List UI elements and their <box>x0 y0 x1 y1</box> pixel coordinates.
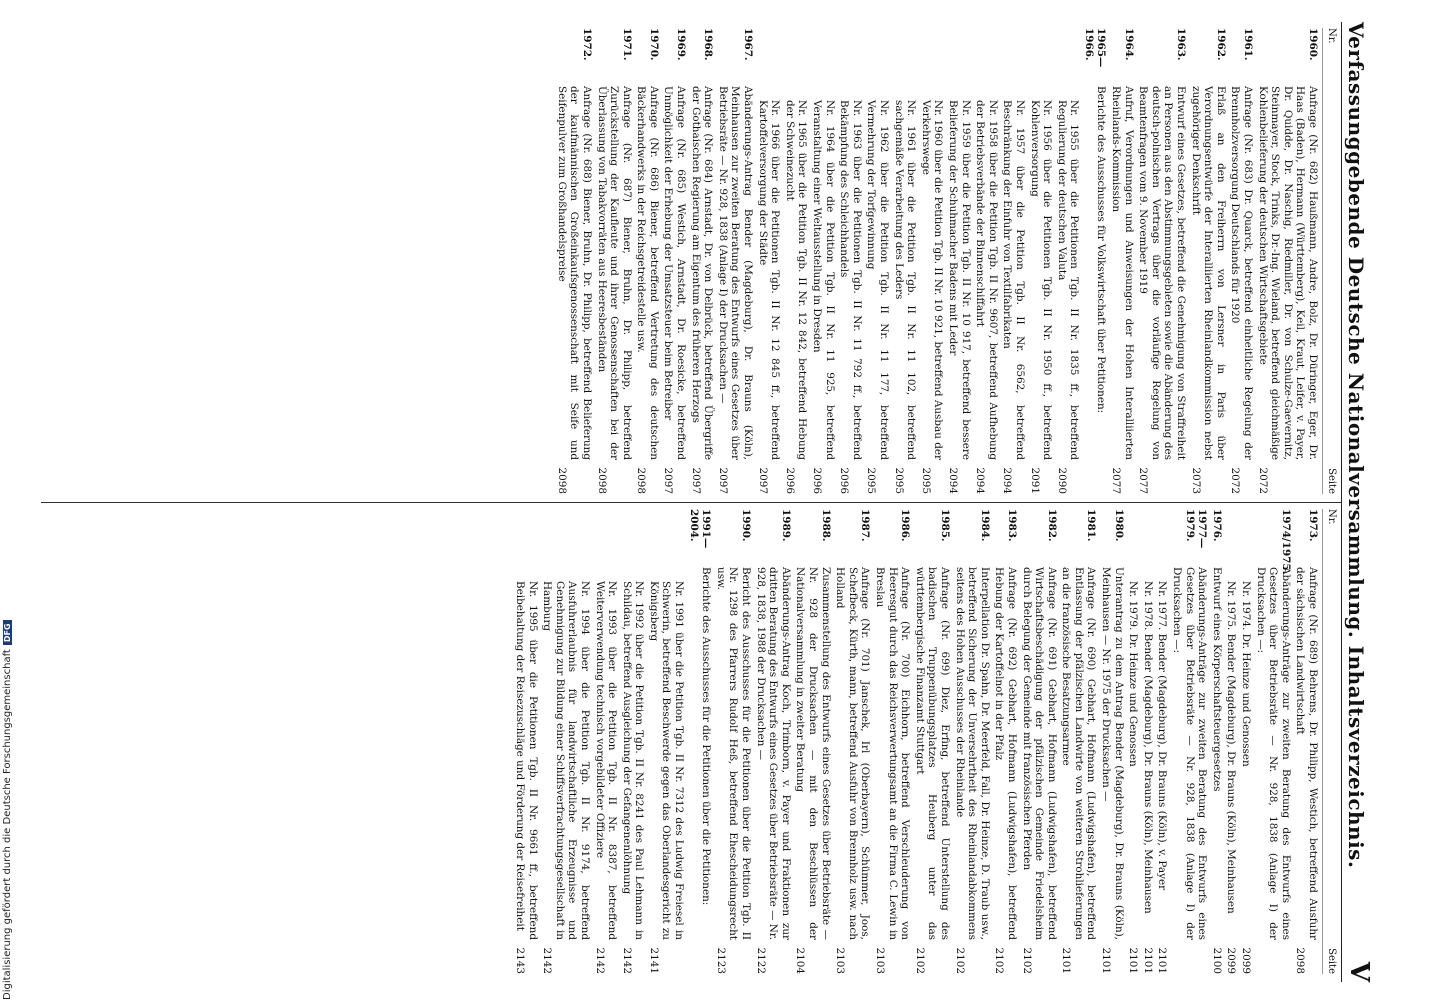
toc-entry <box>647 509 685 974</box>
entry-page: 2098 <box>555 467 568 494</box>
entry-number <box>593 523 618 581</box>
entry-page: 2102 <box>913 947 926 974</box>
entry-page: 2077 <box>1137 467 1150 494</box>
toc-entry <box>1210 509 1223 974</box>
column-header <box>1322 509 1337 974</box>
entry-text: Anfrage (Nr. 689) Behrens, Dr. Philipp, Westich, betreffend Ausfuhr der sächsischen Landwirtschaft <box>1294 567 1319 940</box>
entry-text: Anfrage (Nr. 688) Biener, Bruhn, Dr. Philipp, betreffend Belieferung der kaufmännischen Großeinkaufsgenossenschaft mit Seife und Seifenpulver zum Großhandelspreise <box>555 86 593 460</box>
entry-text: Anfrage (Nr. 684) Arnstadt, Dr. von Delbrück, betreffend Übergriffe der Gothaischen Regierung am Eigentum des früheren Herzogs <box>689 86 715 460</box>
entry-number: 1986. <box>899 509 912 542</box>
entry-text: Nr. 1957 über die Petition Tgb. II Nr. 6562, betreffend Beschränkung der Einfuhr von Textilfabrikaten <box>1001 100 1026 460</box>
entry-page: 2101 <box>1127 947 1140 974</box>
entry-number <box>838 42 863 100</box>
entry-number: 1963. <box>1175 28 1188 61</box>
entry-number <box>810 42 835 100</box>
toc-entry <box>716 28 754 494</box>
entry-text: Nr. 1994 über die Petition Tgb. II Nr. 9174, betreffend Ausfuhrerlaubnis für landwirtschaftliche Erzeugnisse und Genehmigung zur Bildung einer Schiffsverfrachtungsgesellschaft in Hamburg <box>541 581 591 940</box>
entry-number: 1976. <box>1210 509 1223 542</box>
entry-text: Anfrage (Nr. 685) Westich, Arnstadt, Dr. Roesicke, betreffend Unmöglichkeit der Erhebung der Umsatzsteuer beim Betreiber <box>662 86 688 460</box>
toc-entry <box>783 28 808 494</box>
toc-entry <box>1254 509 1292 974</box>
entry-text: Abänderungs-Antrag Bender (Magdeburg), Dr. Brauns (Köln), Meinhausen zur zweiten Beratung des Entwurfs eines Gesetzes über Betriebsräte — Nr. 928, 1838 (Anlage I) der Drucksachen — <box>716 86 755 460</box>
dfg-logo: DFG <box>3 620 12 645</box>
toc-entry <box>1082 28 1107 494</box>
entry-number <box>1001 42 1026 100</box>
entry-page: 2142 <box>620 947 633 974</box>
entry-number: 1971. <box>620 28 633 61</box>
entry-page: 2101 <box>1156 947 1169 974</box>
entry-number: 1965—1966. <box>1082 28 1108 68</box>
entry-text: Anfrage (Nr. 683) Dr. Quarck, betreffend einheitliche Regelung der Brennholzversorgung Deutschlands für 1920 <box>1229 86 1255 460</box>
entry-number: 1988. <box>819 509 832 542</box>
entry-number: 1987. <box>859 509 872 542</box>
toc-entry <box>1189 28 1227 494</box>
entry-page: 2100 <box>1210 947 1223 974</box>
entry-number: 1984. <box>978 509 991 542</box>
entry-number: 1969. <box>675 28 688 61</box>
entry-page: 2097 <box>689 467 702 494</box>
entry-text: Nr. 1955 über die Petitionen Tgb. II Nr. 1835 ff., betreffend Regulierung der deutschen Valuta <box>1055 100 1081 460</box>
entry-page: 2096 <box>838 467 851 494</box>
entry-number <box>1141 523 1154 581</box>
toc-entry <box>1001 28 1026 494</box>
entry-text: Anfrage (Nr. 692) Gebhart, Hofmann (Ludwigshafen), betreffend Hebung der Kartoffelnot in der Pfalz <box>993 567 1018 940</box>
entry-number <box>974 42 999 100</box>
toc-entry <box>1229 28 1254 494</box>
entry-number: 1960. <box>1307 28 1319 61</box>
toc-entry <box>873 509 911 974</box>
entry-number: 1970. <box>647 28 660 61</box>
entry-number <box>1225 523 1238 581</box>
entry-page: 2102 <box>953 947 966 974</box>
entry-page: 2091 <box>1028 467 1041 494</box>
toc-entry <box>993 509 1018 974</box>
toc-entry <box>1127 509 1140 974</box>
entry-page: 2122 <box>754 947 767 974</box>
toc-entry <box>1225 509 1238 974</box>
toc-entry <box>620 509 645 974</box>
columns <box>41 22 1341 982</box>
entry-text: Anfrage (Nr. 686) Biener, betreffend Vertretung des deutschen Bäckerhandwerks in der Reichsgetreidestelle usw. <box>635 86 660 460</box>
entry-text: Nr. 1966 über die Petitionen Tgb. II Nr. 12 845 ff., betreffend Kartoffelversorgung der Städte <box>756 100 782 460</box>
page-title: Verfassunggebende Deutsche Nationalversammlung. Inhaltsverzeichnis. <box>1344 22 1368 869</box>
entry-page: 2090 <box>1055 467 1068 494</box>
entry-text: Nr. 1960 über die Petition Tgb. II Nr. 10 921, betreffend Ausbau der Verkehrswege <box>919 100 945 460</box>
entry-page: 2095 <box>892 467 905 494</box>
entry-page: 2097 <box>756 467 769 494</box>
toc-entry <box>834 509 872 974</box>
entry-number: 1961. <box>1242 28 1255 61</box>
entry-number: 1964. <box>1122 28 1135 61</box>
toc-entry <box>1060 509 1098 974</box>
entry-number: 1991—2004. <box>687 509 713 549</box>
toc-entry <box>892 28 917 494</box>
entry-number: 1981. <box>1085 509 1098 542</box>
entry-number <box>647 523 685 581</box>
entry-number: 1983. <box>1005 509 1018 542</box>
entry-page: 2123 <box>714 947 727 974</box>
entry-text: Nr. 1974. Dr. Heinze und Genossen <box>1240 581 1253 767</box>
toc-entry <box>555 28 593 494</box>
toc-entry <box>1156 509 1169 974</box>
toc-entry <box>513 509 538 974</box>
number-header: Nr. <box>1326 28 1337 44</box>
entry-page: 2101 <box>1141 947 1154 974</box>
number-header: Nr. <box>1326 509 1337 525</box>
entry-number <box>1127 523 1140 581</box>
toc-entry <box>689 28 714 494</box>
entry-page: 2095 <box>865 467 878 494</box>
toc-entry <box>1100 509 1125 974</box>
page-header-label: Seite <box>1326 948 1337 974</box>
toc-entry <box>913 509 951 974</box>
entry-page: 2103 <box>834 947 847 974</box>
entry-text: Abänderungs-Antrag Koch, Trimborn, v. Payer und Fraktionen zur dritten Beratung des Entwurfs eines Gesetzes über Betriebsräte — Nr. 928, 1838, 1988 der Drucksachen — <box>754 567 792 940</box>
entry-number <box>919 42 944 100</box>
entry-page: 2103 <box>874 947 886 974</box>
entry-page: 2098 <box>1294 947 1307 974</box>
page-header <box>1341 22 1388 982</box>
toc-entry <box>1055 28 1080 494</box>
entry-number <box>1028 42 1053 100</box>
toc-entry <box>593 509 618 974</box>
entry-text: Anfrage (Nr. 690) Gebhart, Hofmann (Ludwigshafen), betreffend Entlassung der pfälzischen Landwirte von weiteren Strohlieferungen an die französische Besatzungsarmee <box>1060 567 1098 940</box>
entry-text: Entwurf eines Körperschaftsteuergesetzes <box>1210 567 1223 792</box>
entry-number <box>783 42 808 100</box>
entry-number <box>756 42 781 100</box>
entry-number <box>620 523 645 581</box>
entry-text: Nr. 1958 über die Petition Tgb. II Nr. 9607, betreffend Aufhebung der Betriebsverbände der Binnenschiffahrt <box>974 100 999 460</box>
entry-text: Nr. 1956 über die Petitionen Tgb. II Nr. 1950 ff., betreffend Kohlenversorgung <box>1028 100 1054 460</box>
toc-entry <box>1110 28 1135 494</box>
toc-entry <box>865 28 890 494</box>
entry-page: 2101 <box>1060 947 1073 974</box>
toc-entry <box>1256 28 1319 494</box>
entry-page: 2143 <box>513 947 526 974</box>
entry-text: Nr. 1963 über die Petitionen Tgb. II Nr. 11 792 ff., betreffend Bekämpfung des Schleichhandels <box>838 100 863 460</box>
toc-entry <box>1294 509 1319 974</box>
toc-entry <box>838 28 863 494</box>
toc-entry <box>687 509 712 974</box>
toc-entry <box>635 28 660 494</box>
entry-text: Aufruf, Verordnungen und Anweisungen der Hohen Interalliierten Rheinlands-Kommission <box>1110 86 1135 460</box>
toc-entry <box>756 28 781 494</box>
entry-page: 2095 <box>919 467 932 494</box>
entry-page: 2096 <box>783 467 796 494</box>
entry-page: 2094 <box>946 467 959 494</box>
entry-page: 2098 <box>595 467 608 494</box>
entry-page: 2094 <box>1001 467 1014 494</box>
toc-entry <box>794 509 832 974</box>
entry-number: 1990. <box>740 509 753 542</box>
entry-page: 2072 <box>1256 467 1269 494</box>
entry-text: Nr. 1992 über die Petition Tgb. II Nr. 8241 des Paul Lehmann in Schildau, betreffend Ausgleichung der Gefangenenlöhnung <box>620 581 646 940</box>
entry-page: 2098 <box>635 467 648 494</box>
entry-page: 2094 <box>974 467 987 494</box>
toc-entry <box>810 28 835 494</box>
entry-text: Nr. 1979. Dr. Heinze und Genossen <box>1127 581 1140 767</box>
credit-text: Digitalisierung gefördert durch die Deutsche Forschungsgemeinschaft <box>2 649 13 1000</box>
entry-text: Anfrage (Nr. 687) Biener, Bruhn, Dr. Philipp, betreffend Zurückstellung der Kaufleute und ihrer Genossenschaften bei der Überlassung von Tabakvorräten aus Heeresbeständen <box>595 86 633 460</box>
toc-entry <box>953 509 991 974</box>
entry-number: 1989. <box>779 509 792 542</box>
entry-number: 1968. <box>702 28 715 61</box>
entry-text: Nr. 1993 über die Petition Tgb. II Nr. 8387, betreffend Weiterverwendung technisch vorgebildeter Offiziere <box>593 581 619 940</box>
entry-text: Nr. 1977. Bender (Magdeburg), Dr. Brauns (Köln), v. Payer <box>1156 581 1169 891</box>
toc-entry <box>974 28 999 494</box>
entry-text: Abänderungs-Anträge zur zweiten Beratung des Entwurfs eines Gesetzes über Betriebsräte — Nr. 928, 1838 (Anlage I) der Drucksachen —: <box>1254 567 1292 940</box>
entry-page: 2099 <box>1225 947 1238 974</box>
entry-number: 1977—1979. <box>1183 509 1209 549</box>
entry-text: Nr. 1975. Bender (Magdeburg), Dr. Brauns (Köln), Meinhausen <box>1225 581 1238 914</box>
toc-entry <box>919 28 944 494</box>
left-column <box>41 22 1341 502</box>
entry-page: 2101 <box>1100 947 1113 974</box>
entry-text: Nr. 1965 über die Petition Tgb. II Nr. 12 842, betreffend Hebung der Schweinezucht <box>783 100 809 460</box>
toc-entry <box>714 509 752 974</box>
entry-text: Unterantrag zu dem Antrag Bender (Magdeburg), Dr. Brauns (Köln), Meinhausen — Nr. 1975 der Drucksachen — <box>1100 567 1125 940</box>
entry-page: 2099 <box>1240 947 1253 974</box>
entry-number: 1962. <box>1214 28 1227 61</box>
entry-text: Anfrage (Nr. 682) Haußmann, Andre, Bolz, Dr. Düringer, Eger, Dr. Haas (Baden), Hermann (Württemberg), Keil, Kraut, Leifer, v. Payer, Dr. Quidde, Dr. Naschig, Riedmiller, Dr. von Schulze-Gaevernitz, Steinmayer, Stock, Trinks, Dr.-Ing. Wieland, betreffend gleichmäßige Kohlenbelieferung der deutschen Wirtschaftsgebiete <box>1256 86 1319 460</box>
entry-number <box>1055 42 1080 100</box>
entry-page: 2097 <box>716 467 729 494</box>
entry-number <box>513 523 538 581</box>
entry-page: 2141 <box>647 947 660 974</box>
toc-entry <box>1170 509 1208 974</box>
column-header <box>1322 28 1337 494</box>
entry-text: Zusammenstellung des Entwurfs eines Gesetzes über Betriebsräte — Nr. 928 der Drucksachen — mit den Beschlüssen der Nationalversammlung in zweiter Beratung <box>794 567 832 940</box>
entry-page: 2102 <box>1020 947 1033 974</box>
entry-page: 2104 <box>794 947 807 974</box>
entry-text: Nr. 1995 über die Petitionen Tgb. II Nr. 9661 ff., betreffend Beibehaltung der Reisezuschläge und Förderung der Reisefreiheit <box>513 581 539 940</box>
entry-text: Abänderungs-Anträge zur zweiten Beratung des Entwurfs eines Gesetzes über Betriebsräte — Nr. 928, 1838 (Anlage I) der Drucksachen —: <box>1171 567 1209 940</box>
entry-number <box>541 523 591 581</box>
entry-text: Berichte des Ausschusses für Volkswirtschaft über Petitionen: <box>1095 86 1108 414</box>
entry-page: 2142 <box>541 947 554 974</box>
entry-text: Anfrage (Nr. 699) Diez, Erfing, betreffend Unterstellung des badischen Truppenübungsplatzes Heuberg unter das württembergische Finanzamt Stuttgart <box>913 567 951 940</box>
entry-text: Anfrage (Nr. 691) Gebhart, Hofmann (Ludwigshafen), betreffend Wirtschaftsbeschädigung der pfälzischen Gemeinde Friedelsheim durch Belegung der Gemeinde mit französischen Pferden <box>1020 567 1058 940</box>
entry-page: 2097 <box>662 467 675 494</box>
right-column <box>41 502 1341 982</box>
entry-text: Nr. 1991 über die Petition Tgb. II Nr. 7312 des Ludwig Freiesel in Schwerin, betreffend Beschwerde gegen das Oberlandesgericht zu Königsberg <box>647 581 686 940</box>
toc-entry <box>1028 28 1053 494</box>
toc-entry <box>595 28 633 494</box>
entry-text: Erlaß an den Freiherrn von Lersner in Paris über Verordnungsentwürfe der Interalliierten Rheinlandkommission nebst zugehöriger Denkschrift <box>1189 86 1227 460</box>
toc-entry <box>662 28 687 494</box>
page-header-label: Seite <box>1326 468 1337 494</box>
entry-page: 2073 <box>1189 467 1202 494</box>
entry-text: Bericht des Ausschusses für die Petitionen über die Petition Tgb. II Nr. 1298 des Pfarrers Rudolf Heß, betreffend Ehescheidungsrecht usw. <box>714 567 753 940</box>
entry-number: 1972. <box>580 28 593 61</box>
entry-page: 2102 <box>993 947 1006 974</box>
entry-number <box>1239 523 1252 581</box>
toc-entry <box>1141 509 1154 974</box>
entry-number: 1974/1975. <box>1279 509 1292 575</box>
entry-number <box>1156 523 1169 581</box>
entry-text: Entwurf eines Gesetzes, betreffend die Genehmigung von Straffreiheit an Personen aus den Abstimmungsgebieten sowie die Abänderung des deutsch-polnischen Vertrags über die vorläufige Regelung von Beamtenfragen vom 9. November 1919 <box>1137 86 1188 460</box>
entry-text: Anfrage (Nr. 701) Janschek, Irl (Oberbayern), Schümmer, Joos, Schefbeck, Kürth, mann, betreffend Ausfuhr von Brennholz usw. nach Holland <box>834 567 872 940</box>
entry-number <box>892 42 917 100</box>
entry-number <box>946 42 971 100</box>
entry-page: 2142 <box>593 947 606 974</box>
entry-number: 1985. <box>938 509 951 542</box>
entry-number: 1967. <box>742 28 755 61</box>
toc-entry <box>1137 28 1187 494</box>
toc-entry <box>754 509 792 974</box>
entry-text: Anfrage (Nr. 700) Eichhorn, betreffend Verschleuderung von Heeresgut durch das Reichsverwertungsamt an die Firma C. Lewin in Breslau <box>874 567 912 940</box>
toc-entry <box>541 509 591 974</box>
entry-number: 1980. <box>1112 509 1125 542</box>
entry-text: Nr. 1962 über die Petition Tgb. II Nr. 11 177, betreffend Vermehrung der Torfgewinnung <box>865 100 890 460</box>
entry-text: Interpellation Dr. Spahn, Dr. Meerfeld, Fall, Dr. Heinze, D. Traub usw., betreffend Sicherung der Unversehrtheit des Rheinlandabkommens seitens des Hohen Ausschusses der Rheinlande <box>953 567 991 940</box>
entry-number: 1973. <box>1307 509 1319 542</box>
entry-page: 2072 <box>1229 467 1242 494</box>
toc-entry <box>946 28 971 494</box>
entry-text: Nr. 1961 über die Petition Tgb. II Nr. 11 102, betreffend sachgemäße Verarbeitung des Leders <box>892 100 918 460</box>
entry-text: Nr. 1959 über die Petition Tgb. II Nr. 10 917, betreffend bessere Belieferung der Schuhmacher Badens mit Leder <box>946 100 972 460</box>
entry-text: Berichte des Ausschusses für die Petitionen über die Petitionen: <box>700 567 713 906</box>
entry-number <box>865 42 890 100</box>
entry-text: Nr. 1978. Bender (Magdeburg), Dr. Brauns (Köln), Meinhausen <box>1141 581 1154 914</box>
entry-page: 2077 <box>1110 467 1123 494</box>
entry-number: 1982. <box>1045 509 1058 542</box>
toc-entry <box>1020 509 1058 974</box>
toc-entry <box>1239 509 1252 974</box>
entry-text: Nr. 1964 über die Petition Tgb. II Nr. 11 925, betreffend Veranstaltung einer Weltausstellung in Dresden <box>811 100 836 460</box>
page-number: V <box>1344 961 1374 982</box>
digitization-credit <box>2 0 16 1000</box>
entry-page: 2096 <box>811 467 824 494</box>
